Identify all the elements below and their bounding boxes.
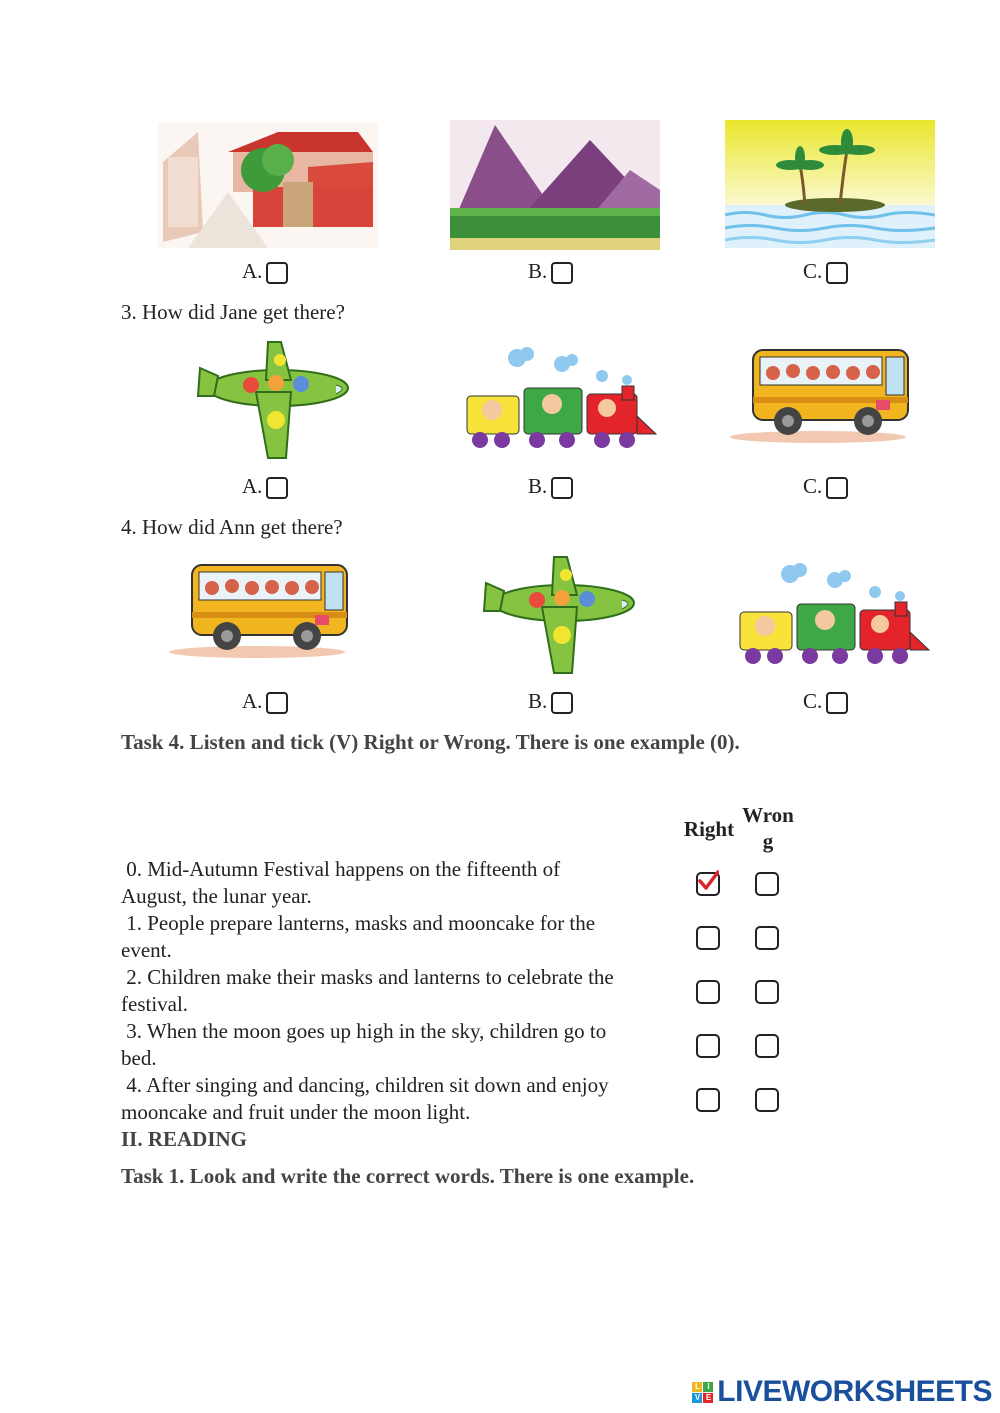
- brand-name: LIVEWORKSHEETS: [717, 1375, 992, 1408]
- q4-checkbox-c[interactable]: [826, 692, 848, 714]
- q4-option-c[interactable]: [803, 689, 848, 714]
- statement-1: [121, 910, 681, 964]
- q4-option-b[interactable]: [528, 689, 573, 714]
- mountains-picture: [450, 120, 660, 250]
- statement-3: [121, 1018, 681, 1072]
- island-picture: [725, 120, 935, 248]
- check-mark-icon: [697, 870, 719, 892]
- q2-checkbox-b[interactable]: [551, 262, 573, 284]
- reading-heading: II. READING: [121, 1127, 248, 1151]
- right-checkbox-1[interactable]: [696, 926, 720, 950]
- liveworksheets-brand: [692, 1375, 992, 1409]
- wrong-checkbox-3[interactable]: [755, 1034, 779, 1058]
- village-picture: [158, 122, 378, 248]
- option-letter: C.: [803, 474, 823, 498]
- statement-line: 2. Children make their masks and lanterns to celebrate the: [121, 965, 614, 989]
- statement-line: 1. People prepare lanterns, masks and mooncake for the: [121, 911, 596, 935]
- right-checkbox-2[interactable]: [696, 980, 720, 1004]
- header-right: Right: [683, 817, 735, 841]
- statement-line: August, the lunar year.: [121, 884, 312, 908]
- bus-picture: [166, 560, 354, 660]
- statement-line: 0. Mid-Autumn Festival happens on the fifteenth of: [121, 857, 561, 881]
- option-letter: A.: [242, 689, 263, 713]
- q3-option-b[interactable]: [528, 474, 573, 499]
- q2-checkbox-a[interactable]: [266, 262, 288, 284]
- statement-line: bed.: [121, 1046, 157, 1070]
- wrong-checkbox-0[interactable]: [755, 872, 779, 896]
- option-letter: C.: [803, 689, 823, 713]
- statement-2: [121, 964, 681, 1018]
- option-letter: B.: [528, 474, 548, 498]
- bus-picture: [728, 345, 914, 445]
- question-4: 4. How did Ann get there?: [121, 515, 343, 539]
- statement-line: festival.: [121, 992, 189, 1016]
- statement-line: 4. After singing and dancing, children sit down and enjoy: [121, 1073, 609, 1097]
- right-checkbox-0[interactable]: [696, 872, 720, 896]
- option-letter: B.: [528, 689, 548, 713]
- q3-option-a[interactable]: [242, 474, 288, 499]
- right-checkbox-3[interactable]: [696, 1034, 720, 1058]
- option-letter: A.: [242, 259, 263, 283]
- q2-option-c[interactable]: [803, 259, 848, 284]
- right-checkbox-4[interactable]: [696, 1088, 720, 1112]
- wrong-checkbox-4[interactable]: [755, 1088, 779, 1112]
- logo-letter: L: [692, 1382, 702, 1392]
- logo-letter: I: [703, 1382, 713, 1392]
- q3-checkbox-b[interactable]: [551, 477, 573, 499]
- statement-line: event.: [121, 938, 172, 962]
- option-letter: A.: [242, 474, 263, 498]
- q2-checkbox-c[interactable]: [826, 262, 848, 284]
- liveworksheets-logo-icon: [692, 1382, 713, 1403]
- wrong-checkbox-1[interactable]: [755, 926, 779, 950]
- q3-checkbox-c[interactable]: [826, 477, 848, 499]
- option-letter: B.: [528, 259, 548, 283]
- plane-picture: [196, 340, 352, 460]
- q2-option-a[interactable]: [242, 259, 288, 284]
- q2-option-b[interactable]: [528, 259, 573, 284]
- question-3: 3. How did Jane get there?: [121, 300, 345, 324]
- statement-line: 3. When the moon goes up high in the sky, children go to: [121, 1019, 607, 1043]
- statement-line: mooncake and fruit under the moon light.: [121, 1100, 471, 1124]
- logo-letter: V: [692, 1393, 702, 1403]
- header-wrong: Wron g: [742, 803, 794, 853]
- plane-picture: [482, 555, 638, 675]
- q4-checkbox-b[interactable]: [551, 692, 573, 714]
- train-picture: [462, 346, 658, 454]
- q3-option-c[interactable]: [803, 474, 848, 499]
- reading-task-1: Task 1. Look and write the correct words. There is one example.: [121, 1164, 695, 1188]
- q3-checkbox-a[interactable]: [266, 477, 288, 499]
- option-letter: C.: [803, 259, 823, 283]
- q4-checkbox-a[interactable]: [266, 692, 288, 714]
- statement-4: [121, 1072, 681, 1126]
- q4-option-a[interactable]: [242, 689, 288, 714]
- wrong-checkbox-2[interactable]: [755, 980, 779, 1004]
- statement-0: [121, 856, 681, 910]
- task-4-title: Task 4. Listen and tick (V) Right or Wrong. There is one example (0).: [121, 730, 740, 754]
- logo-letter: E: [703, 1393, 713, 1403]
- train-picture: [735, 562, 931, 670]
